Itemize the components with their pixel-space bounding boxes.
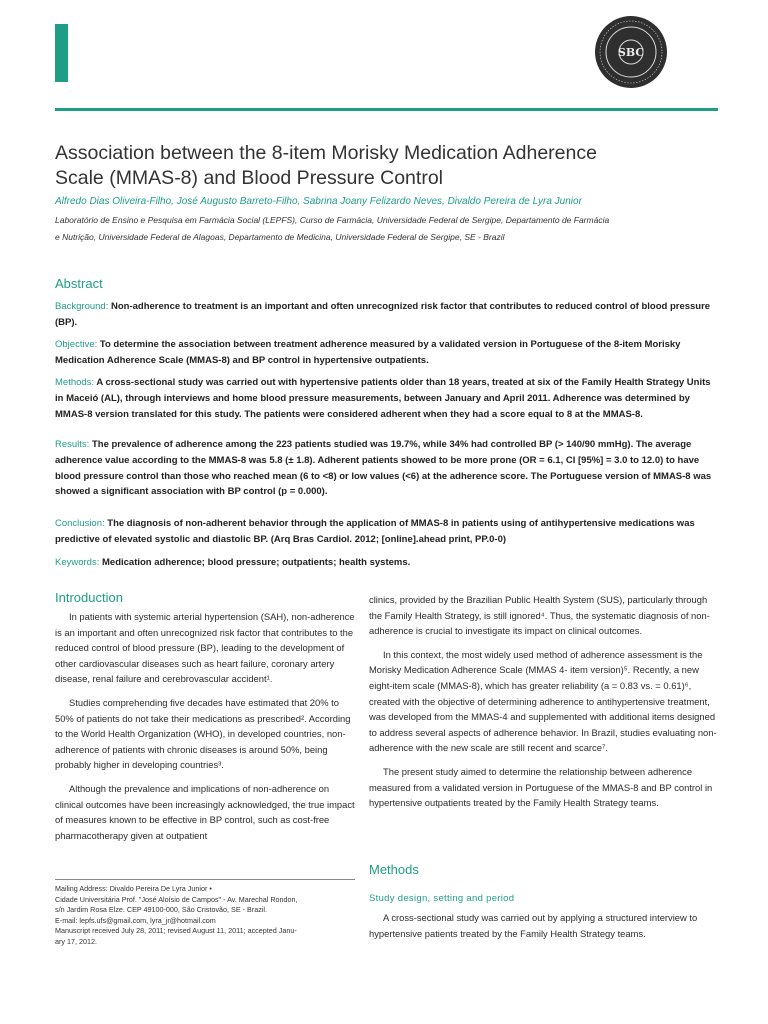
footer-rule: [55, 879, 355, 880]
keywords-label: Keywords:: [55, 557, 100, 568]
footer-line-1: Mailing Address: Divaldo Pereira De Lyra Junior •: [55, 884, 212, 893]
intro-paragraph-3-continued: clinics, provided by the Brazilian Public Health System (SUS), particularly through the Family Health Strategy, is still ignored⁴. Thus, the systematic diagnosis of non-adherence is crucial to investigate its impact on clinical outcomes.: [369, 594, 710, 637]
methods-label: Methods:: [55, 377, 95, 388]
background-text: Non-adherence to treatment is an important and often unrecognized risk factor that contributes to reduced control of blood pressure (BP).: [55, 301, 711, 328]
intro-paragraph-5: The present study aimed to determine the relationship between adherence measured from a validated version in Portuguese of the MMAS-8 and BP control in hypertensive outpatients treated by the Family Health Strategy teams.: [369, 765, 713, 809]
svg-text:SBC: SBC: [617, 46, 645, 59]
right-column: [369, 592, 719, 819]
abstract-conclusion: [55, 516, 719, 548]
correspondence-footer: [55, 884, 360, 948]
results-label: Results:: [55, 439, 90, 450]
intro-paragraph-3: Although the prevalence and implications of non-adherence on clinical outcomes have been increasingly acknowledged, the true impact of measures known to be effective in BP control, such as cost-free pharmacotherapy given at outpatient: [55, 782, 355, 841]
methods-subheading: Study design, setting and period: [369, 893, 515, 904]
article-title: [55, 141, 675, 191]
conclusion-text: The diagnosis of non-adherent behavior through the application of MMAS-8 in patients using of antihypertensive medications was predictive of elevated systolic and diastolic BP. (Arq Bras Cardiol. 2012; [online].ahead print, PP.0-0): [55, 518, 695, 545]
intro-paragraph-1: In patients with systemic arterial hypertension (SAH), non-adherence is an important and often unrecognized risk factor that contributes to the reduced control of blood pressure (BP), leading to the development of other cardiovascular diseases such as heart failure, coronary artery disease, renal failure and cerebrovascular accident¹.: [55, 611, 355, 685]
objective-label: Objective:: [55, 339, 98, 350]
footer-line-2: Cidade Universitária Prof. "José Aloísio de Campos" - Av. Marechal Rondon,: [55, 894, 298, 904]
methods-text: A cross-sectional study was carried out with hypertensive patients older than 18 years, treated at six of the Family Health Strategy Units in Maceió (AL), through interviews and home blood pressure measurements, between January and April 2011. Adherence was determined by MMAS-8 version translated for this study. The patients were considered adherent when they had a score equal to 8 at the MMAS-8.: [55, 377, 711, 420]
abstract-methods: [55, 375, 719, 422]
intro-paragraph-4: In this context, the most widely used method of adherence assessment is the Morisky Medication Adherence Scale (MMAS 4- item version)⁵. Recently, a new eight-item scale (MMAS-8), which has greater reliability (a = 0.83 vs. = 0.61)⁶, created with the objective of determining adherence to antihypertensive treatment, was developed from the MMAS-4 and supplemented with additional items designed to address several aspects of adherence behavior. In Brazil, studies evaluating non-adherence with the new scale are still recent and scarce⁷.: [369, 648, 717, 754]
footer-line-3: s/n Jardim Rosa Elze. CEP 49100-000, São Cristovão, SE - Brazil.: [55, 905, 267, 915]
seal-icon: [595, 16, 667, 88]
methods-paragraph-1: A cross-sectional study was carried out by applying a structured interview to hypertensive patients treated by the Family Health Strategy teams.: [369, 912, 698, 939]
sbc-seal-logo: [595, 16, 667, 88]
conclusion-label: Conclusion:: [55, 518, 105, 529]
methods-column: [369, 910, 719, 949]
accent-bar: [55, 24, 68, 82]
footer-line-6: ary 17, 2012.: [55, 936, 97, 946]
abstract-heading: Abstract: [55, 276, 103, 291]
author-list: Alfredo Dias Oliveira-Filho, José Augusto Barreto-Filho, Sabrina Joany Felizardo Neves, Divaldo Pereira de Lyra Junior: [55, 196, 582, 207]
affiliation-line-1: Laboratório de Ensino e Pesquisa em Farmácia Social (LEPFS), Curso de Farmácia, Universidade Federal de Sergipe, Departamento de Farmácia: [55, 215, 610, 225]
background-label: Background:: [55, 301, 109, 312]
abstract-objective: [55, 337, 719, 369]
title-line-2: Scale (MMAS-8) and Blood Pressure Control: [55, 167, 443, 189]
left-column: [55, 609, 355, 851]
abstract-background: [55, 299, 719, 331]
results-text: The prevalence of adherence among the 223 patients studied was 19.7%, while 34% had controlled BP (> 140/90 mmHg). The average adherence value according to the MMAS-8 was 5.8 (± 1.8). Adherent patients showed to be more prone (OR = 6.1, CI [95%] = 3.0 to 12.0) to have blood pressure control than those who reached mean (6 to <8) or low values (<6) at the adherence score. The Portuguese version of MMAS-8 was showed a significant association with BP control (p = 0.000).: [55, 439, 712, 498]
affiliations: [55, 212, 720, 246]
objective-text: To determine the association between treatment adherence measured by a validated version in Portuguese of the 8-item Morisky Medication Adherence Scale (MMAS-8) and BP control in hypertensive outpatients.: [55, 339, 681, 366]
abstract-results: [55, 437, 719, 500]
footer-line-4: E-mail: lepfs.ufs@gmail.com, lyra_jr@hotmail.com: [55, 915, 216, 925]
title-line-1: Association between the 8-item Morisky Medication Adherence: [55, 142, 597, 164]
introduction-heading: Introduction: [55, 590, 123, 605]
header-rule: [55, 108, 718, 111]
footer-line-5: Manuscript received July 28, 2011; revised August 11, 2011; accepted Janu-: [55, 926, 297, 936]
abstract-keywords: [55, 555, 719, 571]
methods-heading: Methods: [369, 862, 419, 877]
keywords-text: Medication adherence; blood pressure; outpatients; health systems.: [102, 557, 411, 568]
affiliation-line-2: e Nutrição, Universidade Federal de Alagoas, Departamento de Medicina, Universidade Federal de Sergipe, SE - Brazil: [55, 232, 505, 242]
intro-paragraph-2: Studies comprehending five decades have estimated that 20% to 50% of patients do not take their medications as prescribed². According to the World Health Organization (WHO), in developed countries, non-adherence of patients with chronic diseases is around 50%, being probably higher in developing countries³.: [55, 696, 351, 771]
